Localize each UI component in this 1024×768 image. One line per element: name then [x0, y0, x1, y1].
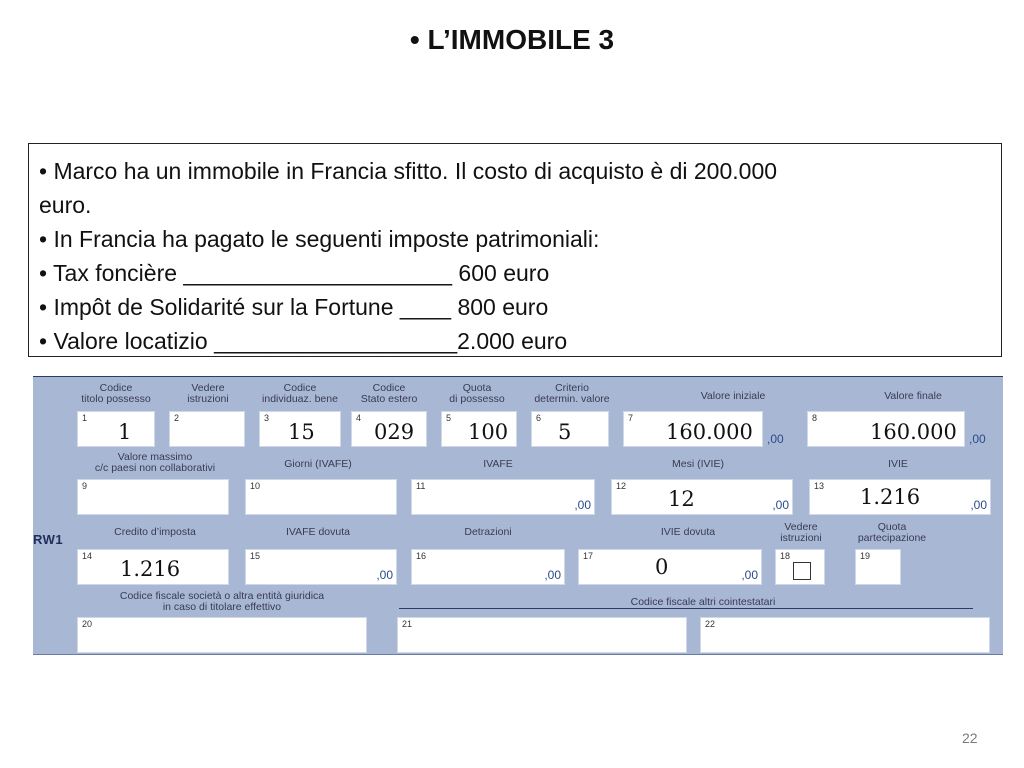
label-quota-possesso: Quota di possesso [449, 382, 505, 405]
field-20-number: 20 [82, 619, 93, 629]
field-10[interactable] [245, 479, 397, 515]
info-line-2: euro. [39, 192, 92, 218]
label-detrazioni: Detrazioni [464, 526, 512, 538]
info-line-6: • Valore locatizio ___________________2.000 euro [39, 328, 568, 354]
field-18-number: 18 [780, 551, 791, 561]
field-3-number: 3 [264, 413, 270, 423]
label-ivie-dovuta: IVIE dovuta [660, 526, 716, 538]
field-19-number: 19 [860, 551, 871, 561]
field-5-number: 5 [446, 413, 452, 423]
field-11-number: 11 [416, 481, 426, 491]
label-valore-massimo: Valore massimo c/c paesi non collaborativi [94, 451, 216, 474]
field-4-number: 4 [356, 413, 362, 423]
slide-title: • L’IMMOBILE 3 [409, 24, 615, 55]
field-10-number: 10 [250, 481, 261, 491]
field-7-value: 160.000 [666, 420, 753, 444]
field-21[interactable] [397, 617, 687, 653]
cointestatari-divider [399, 608, 973, 609]
field-20[interactable] [77, 617, 367, 653]
label-codice-stato: Codice Stato estero [360, 382, 418, 405]
label-quota-partecipazione: Quota partecipazione [857, 521, 927, 544]
label-ivafe-dovuta: IVAFE dovuta [285, 526, 350, 538]
field-12-number: 12 [616, 481, 627, 491]
field-16-cents: ,00 [544, 568, 561, 582]
field-3[interactable] [259, 411, 341, 447]
field-8-number: 8 [812, 413, 818, 423]
field-6[interactable] [531, 411, 609, 447]
page-number: 22 [962, 730, 978, 746]
label-giorni-ivafe: Giorni (IVAFE) [284, 458, 352, 470]
field-15-number: 15 [250, 551, 261, 561]
info-line-1: • Marco ha un immobile in Francia sfitto. Il costo di acquisto è di 200.000 [39, 158, 778, 184]
field-14-number: 14 [82, 551, 93, 561]
field-22[interactable] [700, 617, 990, 653]
label-ivie: IVIE [888, 458, 908, 470]
field-16-number: 16 [416, 551, 427, 561]
field-6-value: 5 [558, 420, 572, 444]
field-15-cents: ,00 [376, 568, 393, 582]
field-8-value: 160.000 [870, 420, 957, 444]
field-13-cents: ,00 [970, 498, 987, 512]
field-17[interactable] [578, 549, 762, 585]
field-1-number: 1 [82, 413, 88, 423]
field-12[interactable] [611, 479, 793, 515]
field-9-number: 9 [82, 481, 88, 491]
field-22-number: 22 [705, 619, 716, 629]
field-14-value: 1.216 [120, 557, 181, 581]
field-13[interactable] [809, 479, 991, 515]
label-criterio: Criterio determin. valore [534, 382, 610, 405]
info-box [28, 143, 1002, 357]
field-21-number: 21 [402, 619, 413, 629]
field-17-number: 17 [583, 551, 594, 561]
field-7-cents: ,00 [767, 432, 784, 446]
field-6-number: 6 [536, 413, 542, 423]
label-codice-fiscale-societa: Codice fiscale società o altra entità giuridica in caso di titolare effettivo [119, 590, 325, 613]
field-12-cents: ,00 [772, 498, 789, 512]
field-8[interactable] [807, 411, 965, 447]
label-credito-imposta: Credito d’imposta [114, 526, 196, 538]
checkbox-18[interactable] [793, 562, 811, 580]
label-valore-finale: Valore finale [884, 390, 942, 402]
field-1-value: 1 [118, 420, 132, 444]
field-15[interactable] [245, 549, 397, 585]
label-mesi-ivie: Mesi (IVIE) [672, 458, 724, 470]
label-codice-individuaz: Codice individuaz. bene [262, 382, 338, 405]
field-7-number: 7 [628, 413, 634, 423]
field-12-value: 12 [668, 487, 695, 511]
field-11[interactable] [411, 479, 595, 515]
field-17-value: 0 [655, 555, 669, 579]
field-1[interactable] [77, 411, 155, 447]
field-4[interactable] [351, 411, 427, 447]
info-line-3: • In Francia ha pagato le seguenti imposte patrimoniali: [39, 226, 600, 252]
info-line-4: • Tax foncière _____________________ 600 euro [39, 260, 550, 286]
label-vedere-istruzioni: Vedere istruzioni [187, 382, 229, 405]
field-4-value: 029 [374, 420, 415, 444]
field-14[interactable] [77, 549, 229, 585]
field-16[interactable] [411, 549, 565, 585]
field-2[interactable] [169, 411, 245, 447]
field-3-value: 15 [288, 420, 315, 444]
label-codice-fiscale-cointestatari: Codice fiscale altri cointestatari [630, 596, 776, 608]
rw1-form [33, 376, 1003, 655]
label-vedere-istruzioni-2: Vedere istruzioni [780, 521, 822, 544]
field-11-cents: ,00 [574, 498, 591, 512]
label-codice-titolo: Codice titolo possesso [81, 382, 151, 405]
field-8-cents: ,00 [969, 432, 986, 446]
info-line-5: • Impôt de Solidarité sur la Fortune ____ 800 euro [39, 294, 549, 320]
label-ivafe: IVAFE [483, 458, 513, 470]
field-18[interactable] [775, 549, 825, 585]
field-2-number: 2 [174, 413, 180, 423]
field-5[interactable] [441, 411, 517, 447]
field-13-value: 1.216 [860, 485, 921, 509]
field-13-number: 13 [814, 481, 825, 491]
field-5-value: 100 [468, 420, 509, 444]
rw1-row-label: RW1 [33, 532, 64, 547]
field-9[interactable] [77, 479, 229, 515]
field-7[interactable] [623, 411, 763, 447]
field-19[interactable] [855, 549, 901, 585]
label-valore-iniziale: Valore iniziale [700, 390, 766, 402]
field-17-cents: ,00 [741, 568, 758, 582]
